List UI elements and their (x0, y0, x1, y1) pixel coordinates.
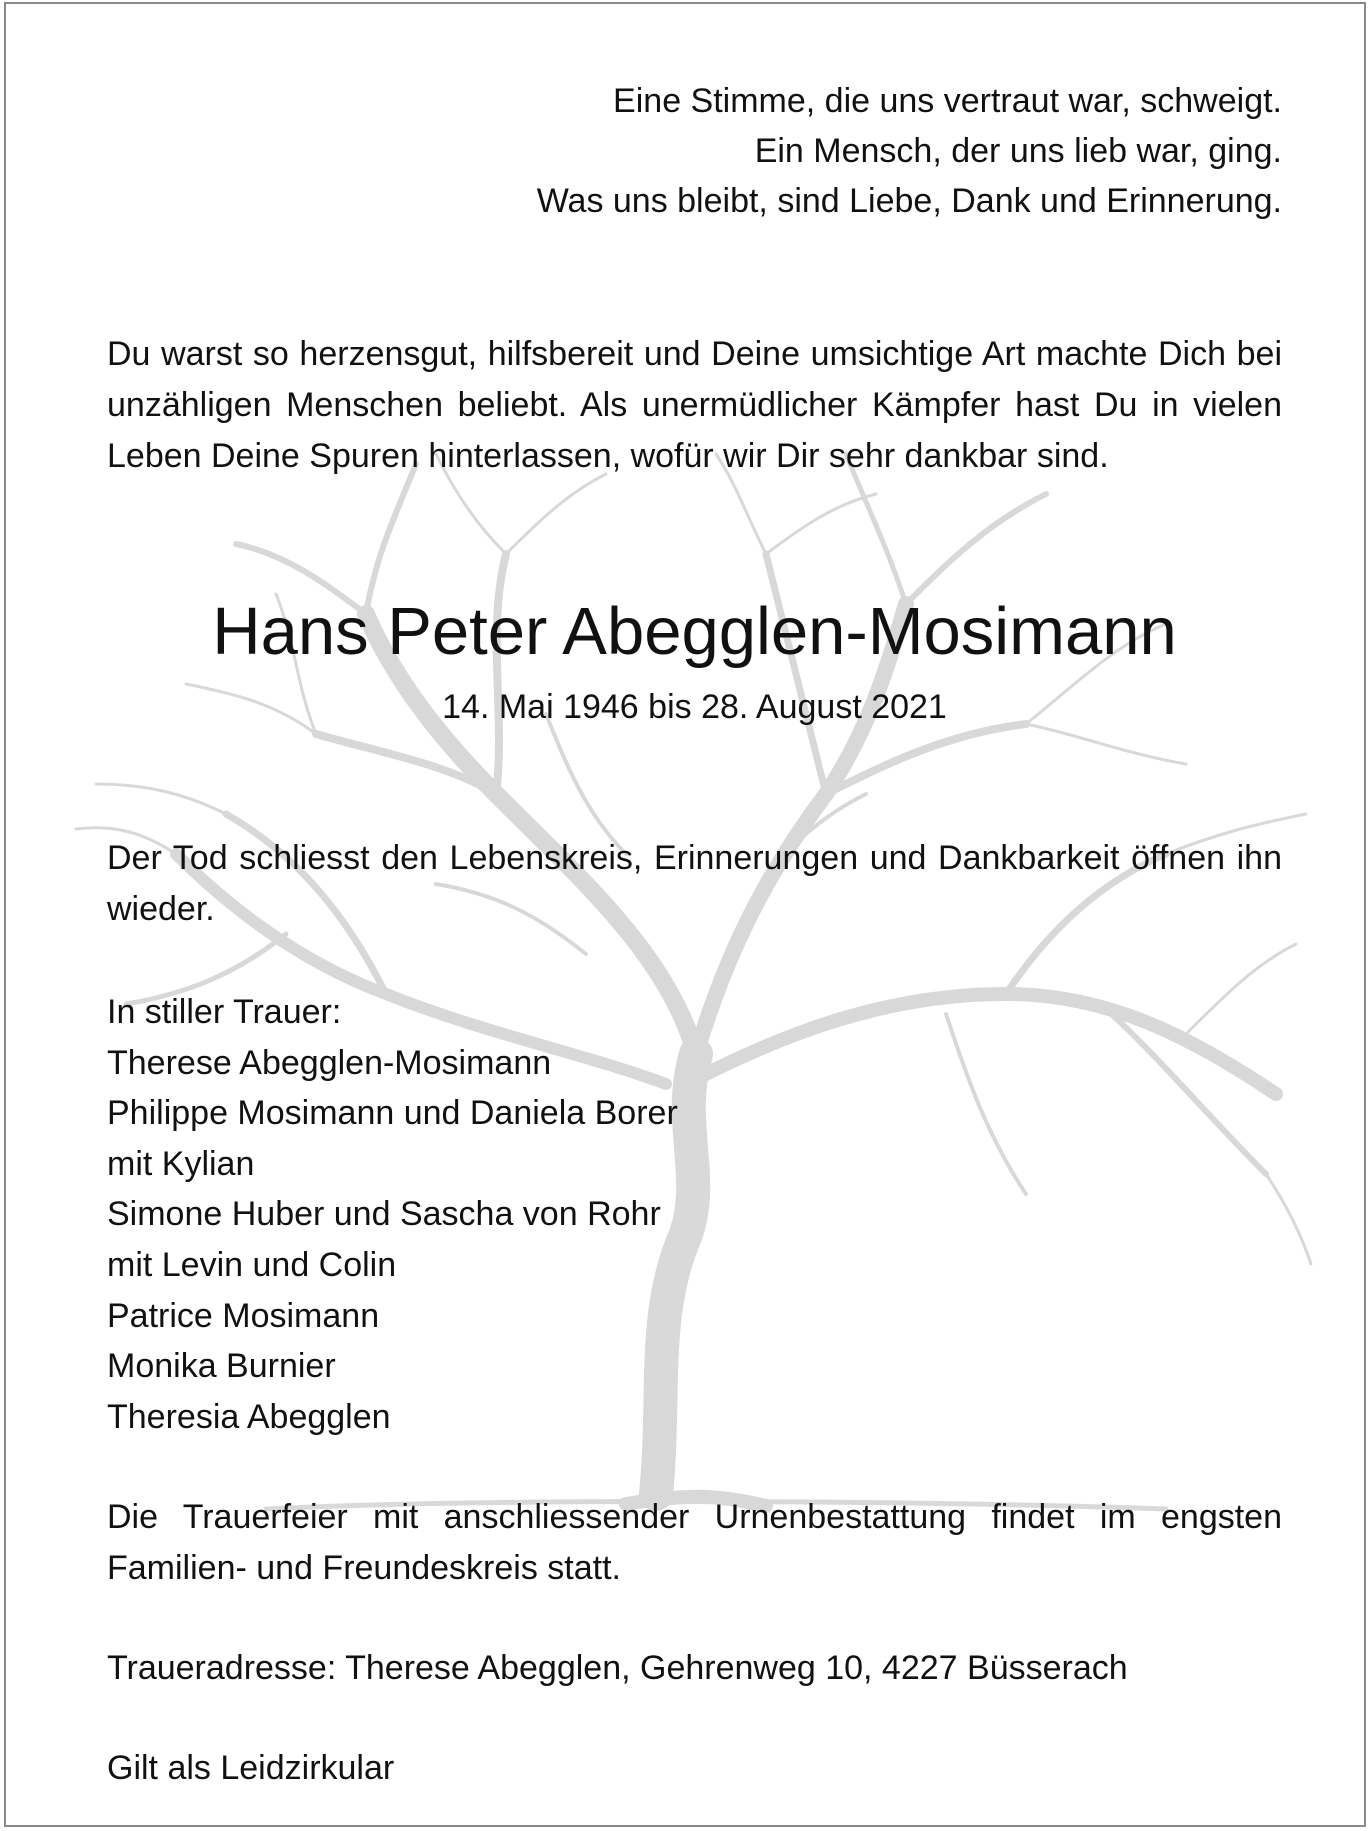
quote-paragraph: Der Tod schliesst den Lebenskreis, Erinnerungen und Dankbarkeit öffnen ihn wieder. (107, 839, 1282, 928)
mourner-name: Monika Burnier (107, 1347, 336, 1386)
mourner-name: Patrice Mosimann (107, 1296, 380, 1335)
mourners-list (107, 987, 1282, 1442)
verse-line: Ein Mensch, der uns lieb war, ging. (754, 132, 1282, 170)
mourners-heading: In stiller Trauer: (107, 993, 342, 1031)
deceased-name: Hans Peter Abegglen-Mosimann (212, 594, 1177, 669)
verse-line: Was uns bleibt, sind Liebe, Dank und Erinnerung. (536, 182, 1282, 220)
obituary-frame (4, 2, 1366, 1827)
mourner-name: mit Levin und Colin (107, 1245, 397, 1284)
mourning-address: Traueradresse: Therese Abegglen, Gehrenweg 10, 4227 Büsserach (107, 1649, 1128, 1687)
opening-verse (107, 76, 1282, 226)
life-dates: 14. Mai 1946 bis 28. August 2021 (442, 688, 947, 726)
intro-paragraph: Du warst so herzensgut, hilfsbereit und Deine umsichtige Art machte Dich bei unzähligen Menschen beliebt. Als unermüdlicher Kämpfer hast Du in vielen Leben Deine Spuren hinterlassen, wofür wir Dir sehr dankbar sind. (107, 335, 1282, 475)
mourner-name: mit Kylian (107, 1144, 255, 1183)
mourner-name: Theresia Abegglen (107, 1397, 391, 1436)
mourner-name: Philippe Mosimann und Daniela Borer (107, 1094, 678, 1133)
verse-line: Eine Stimme, die uns vertraut war, schweigt. (613, 82, 1282, 120)
mourner-name: Simone Huber und Sascha von Rohr (107, 1195, 661, 1234)
mourner-name: Therese Abegglen-Mosimann (107, 1043, 552, 1082)
ceremony-paragraph: Die Trauerfeier mit anschliessender Urnenbestattung findet im engsten Familien- und Freundeskreis statt. (107, 1498, 1282, 1587)
circular-note: Gilt als Leidzirkular (107, 1749, 395, 1787)
